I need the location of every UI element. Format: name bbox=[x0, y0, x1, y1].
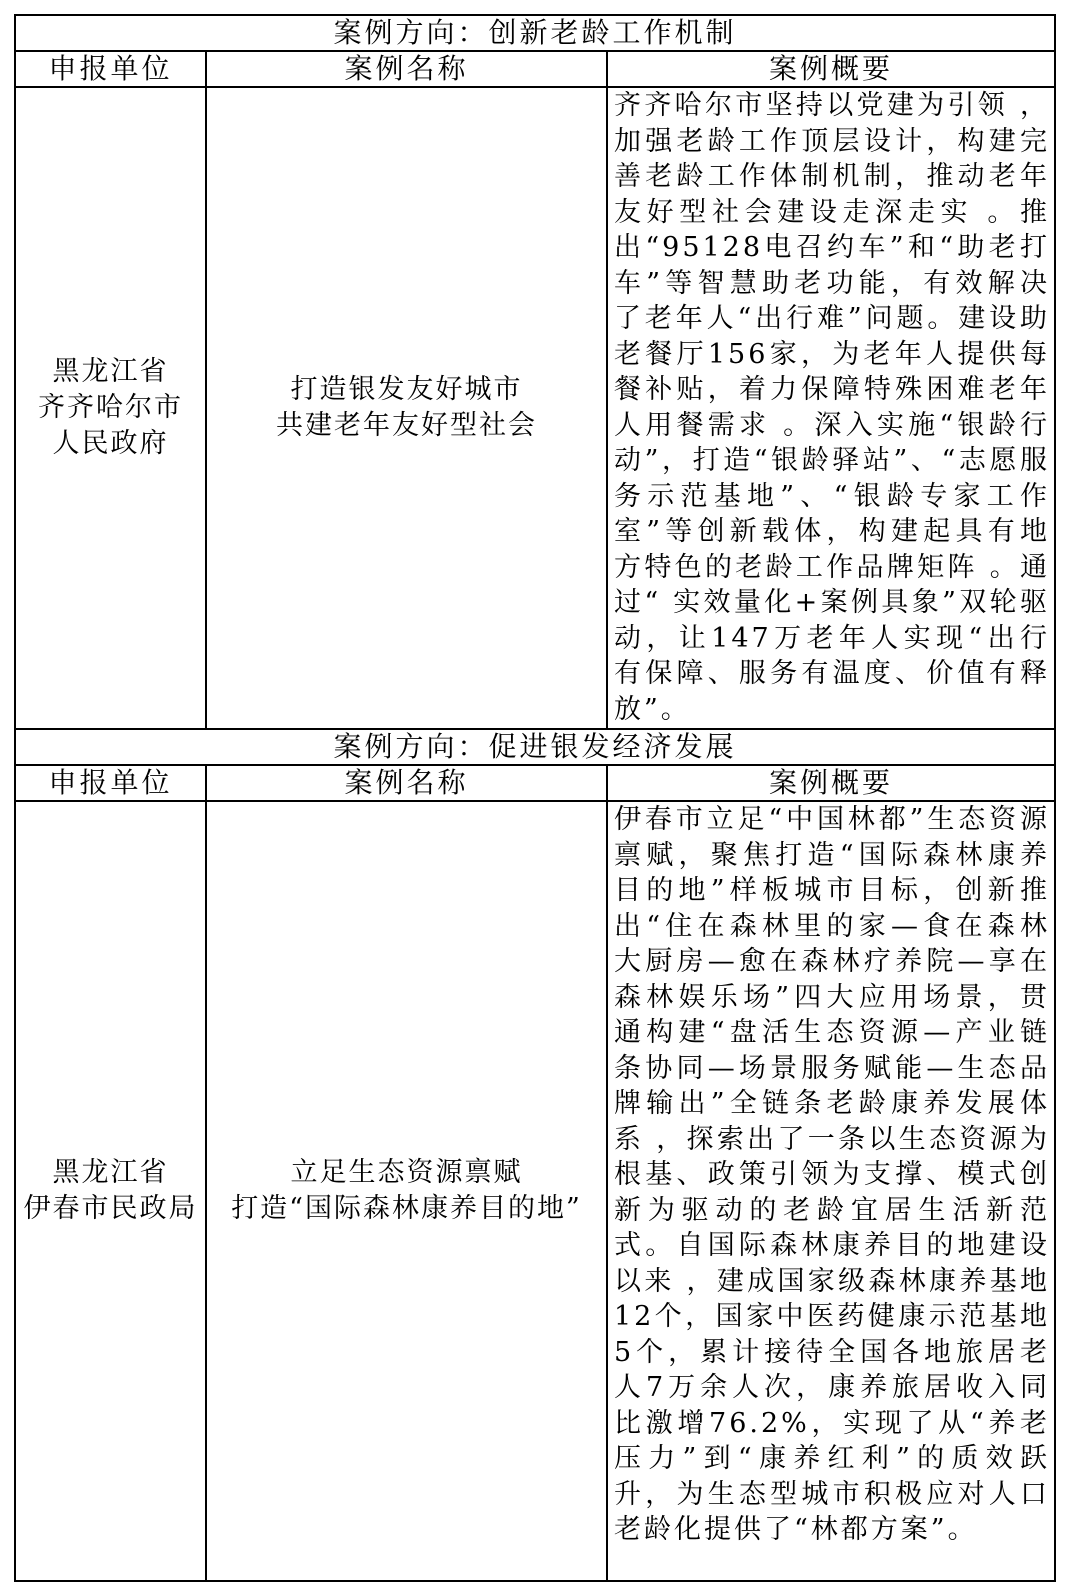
name-cell bbox=[206, 801, 607, 1581]
section-title: 案例方向：促进银发经济发展 bbox=[15, 729, 1055, 765]
name-line: 立足生态资源禀赋 bbox=[290, 1157, 523, 1188]
header-unit: 申报单位 bbox=[15, 51, 206, 87]
summary-cell: 齐齐哈尔市坚持以党建为引领 ，加强老龄工作顶层设计，构建完善老龄工作体制机制，推动老年友好型社会建设走深走实 。推出“95128电召约车”和“助老打车”等智慧助老功能，有效解决了老年人“出行难”问题。建设助老餐厅156家，为老年人提供每餐补贴，着力保障特殊困难老年人用餐需求 。深入实施“银龄行动”，打造“银龄驿站”、“志愿服务示范基地”、“银龄专家工作室”等创新载体，构建起具有地方特色的老龄工作品牌矩阵 。通过“ 实效量化+案例具象”双轮驱动，让147万老年人实现“出行有保障、服务有温度、价值有释放”。 bbox=[607, 87, 1055, 729]
name-line: 打造银发友好城市 bbox=[290, 374, 523, 405]
unit-line: 黑龙江省 bbox=[52, 1157, 169, 1188]
header-name: 案例名称 bbox=[206, 51, 607, 87]
header-summary: 案例概要 bbox=[607, 765, 1055, 801]
header-name: 案例名称 bbox=[206, 765, 607, 801]
unit-cell bbox=[15, 801, 206, 1581]
section-title: 案例方向：创新老龄工作机制 bbox=[15, 15, 1055, 51]
section-1-title-row bbox=[15, 15, 1055, 51]
name-line: 打造“国际森林康养目的地” bbox=[231, 1193, 582, 1224]
header-unit: 申报单位 bbox=[15, 765, 206, 801]
section-1-row bbox=[15, 87, 1055, 729]
unit-line: 伊春市民政局 bbox=[23, 1193, 198, 1224]
name-cell bbox=[206, 87, 607, 729]
unit-line: 黑龙江省 bbox=[52, 356, 169, 387]
unit-cell bbox=[15, 87, 206, 729]
header-summary: 案例概要 bbox=[607, 51, 1055, 87]
section-2-header-row bbox=[15, 765, 1055, 801]
unit-line: 齐齐哈尔市 bbox=[38, 392, 183, 423]
summary-cell: 伊春市立足“中国林都”生态资源禀赋，聚焦打造“国际森林康养目的地”样板城市目标，创新推出“住在森林里的家—食在森林大厨房—愈在森林疗养院—享在森林娱乐场”四大应用场景，贯通构建“盘活生态资源—产业链条协同—场景服务赋能—生态品牌输出”全链条老龄康养发展体系 ，探索出了一条以生态资源为根基、政策引领为支撑、模式创新为驱动的老龄宜居生活新范式。自国际森林康养目的地建设以来 ，建成国家级森林康养基地12个，国家中医药健康示范基地5个，累计接待全国各地旅居老人7万余人次，康养旅居收入同比激增76.2%，实现了从“养老压力”到“康养红利”的质效跃升，为生态型城市积极应对人口老龄化提供了“林都方案”。 bbox=[607, 801, 1055, 1581]
section-1-header-row bbox=[15, 51, 1055, 87]
name-line: 共建老年友好型社会 bbox=[276, 410, 537, 441]
unit-line: 人民政府 bbox=[52, 428, 169, 459]
section-2-row bbox=[15, 801, 1055, 1581]
case-table bbox=[14, 14, 1056, 1582]
section-2-title-row bbox=[15, 729, 1055, 765]
